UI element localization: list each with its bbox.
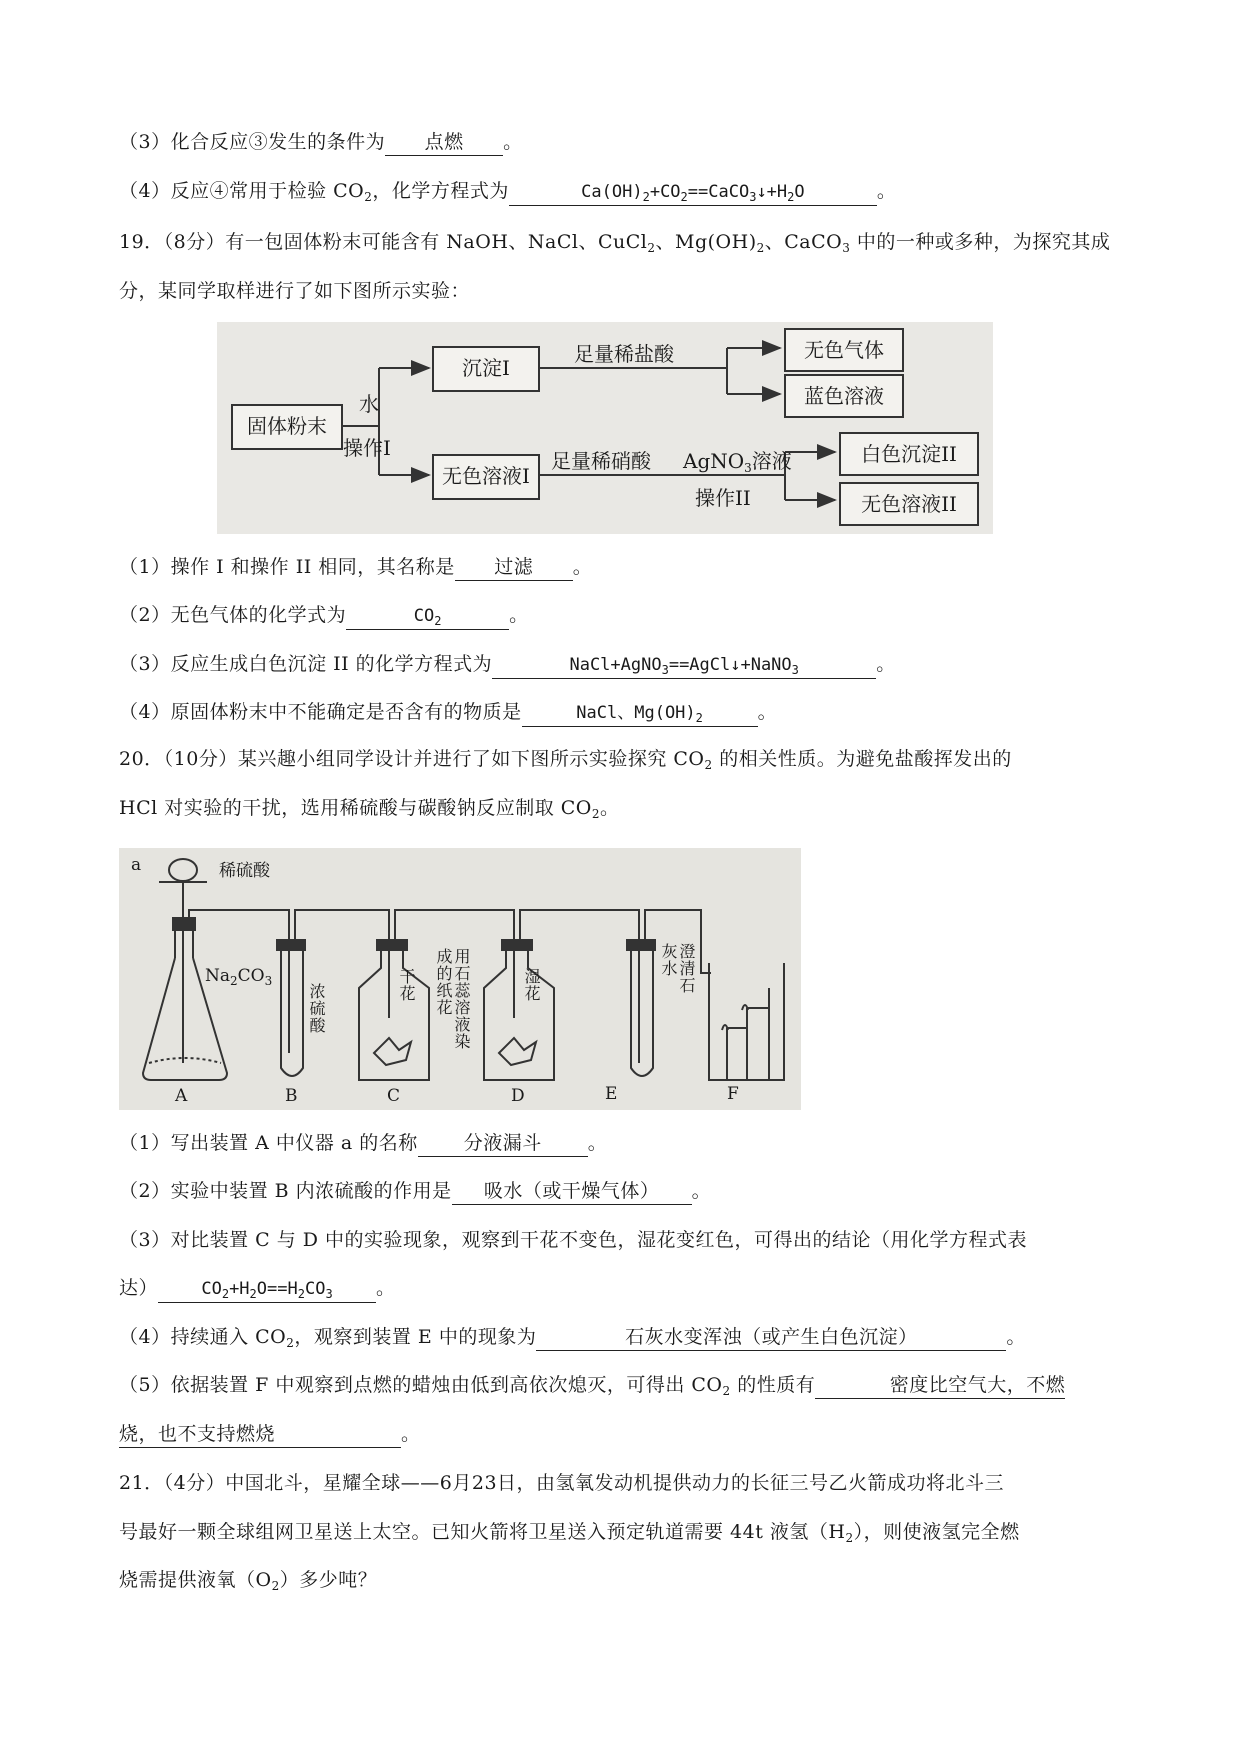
box-colorless-solution-2: 无色溶液II [839, 482, 979, 526]
label-B: B [285, 1086, 298, 1106]
q21-line2: 号最好一颗全球组网卫星送上太空。已知火箭将卫星送入预定轨道需要 44t 液氢$(H_2)$，则使液氢完全燃 [119, 1521, 1020, 1545]
experiment-flowchart [217, 322, 993, 534]
answer-blank: 密度比空气大，不燃 [815, 1372, 1065, 1399]
label-hcl: 足量稀盐酸 [574, 342, 674, 366]
answer-blank: $CO_2+H_2O==H_2CO_3$ [158, 1276, 376, 1303]
q20-part3-line1: （3）对比装置 C 与 D 中的实验现象，观察到干花不变色，湿花变红色，可得出的结论（用化学方程式表 [119, 1229, 1028, 1251]
label-A: A [175, 1086, 188, 1106]
label-water: 水 [359, 392, 379, 416]
label-C: C [387, 1086, 401, 1106]
q20-part3-line2: 达） $CO_2+H_2O==H_2CO_3$ 。 [119, 1277, 396, 1301]
box-precipitate-1: 沉淀I [432, 346, 540, 392]
q19-intro-line2: 分，某同学取样进行了如下图所示实验： [119, 280, 471, 302]
box-white-precipitate-2: 白色沉淀II [839, 432, 979, 476]
q20-part1: （1）写出装置 A 中仪器 a 的名称 分液漏斗 。 [119, 1129, 607, 1157]
label-litmus-paper-flower: 用石蕊溶液染成的纸花 [434, 948, 471, 1050]
q19-part1: （1）操作 I 和操作 II 相同，其名称是 过滤 。 [119, 553, 592, 581]
box-colorless-gas: 无色气体 [784, 328, 904, 372]
label-limewater: 澄清石灰水 [659, 943, 696, 994]
label-agno3: AgNO$_3$溶液 [683, 449, 792, 475]
answer-blank: $CO_2$ [346, 603, 509, 630]
answer-blank: 分液漏斗 [418, 1130, 588, 1157]
apparatus-diagram [119, 848, 801, 1110]
q18-part4: （4）反应④常用于检验 $CO_2$，化学方程式为 $Ca(OH)_2+CO_2==CaCO_3↓+H_2O$ 。 [119, 180, 897, 204]
label-op1: 操作I [343, 436, 391, 460]
box-blue-solution: 蓝色溶液 [784, 374, 904, 418]
q20-part2: （2）实验中装置 B 内浓硫酸的作用是 吸水（或干燥气体） 。 [119, 1177, 711, 1205]
box-solid-powder: 固体粉末 [231, 404, 343, 450]
q20-part5-line1: （5）依据装置 F 中观察到点燃的蜡烛由低到高依次熄灭，可得出 $CO_2$ 的性质有 密度比空气大，不燃 [119, 1374, 1066, 1398]
label-hno3: 足量稀硝酸 [551, 449, 651, 473]
label-dilute-sulfuric-acid: 稀硫酸 [219, 861, 270, 881]
answer-blank: NaCl+AgNO$_3$==AgCl↓+NaNO$_3$ [492, 652, 876, 679]
answer-blank: 石灰水变浑浊（或产生白色沉淀） [536, 1324, 1006, 1351]
q19-part4: （4）原固体粉末中不能确定是否含有的物质是 NaCl、$Mg(OH)_2$ 。 [119, 701, 778, 725]
q18-part3: （3）化合反应③发生的条件为 点燃 。 [119, 128, 523, 156]
q21-line3: 烧需提供液氧$(O_2)$多少吨？ [119, 1569, 378, 1593]
label-wet-flower: 湿花 [522, 968, 541, 1002]
answer-blank: 点燃 [385, 129, 503, 156]
q20-intro-line1: 20．（10分）某兴趣小组同学设计并进行了如下图所示实验探究 $CO_2$ 的相关性质。为避免盐酸挥发出的 [119, 748, 1012, 772]
box-colorless-solution-1: 无色溶液I [432, 454, 540, 500]
answer-blank: 吸水（或干燥气体） [452, 1178, 692, 1205]
answer-blank: 过滤 [455, 554, 573, 581]
label-concentrated-sulfuric-acid: 浓硫酸 [307, 983, 326, 1034]
q21-line1: 21．（4分）中国北斗，星耀全球——6月23日，由氢氧发动机提供动力的长征三号乙火箭成功将北斗三 [119, 1472, 1005, 1494]
label-F: F [727, 1084, 739, 1104]
answer-blank: 烧，也不支持燃烧 [119, 1421, 401, 1448]
label-op2: 操作II [695, 486, 751, 510]
label-dry-flower: 干花 [397, 968, 416, 1002]
label-a: a [131, 855, 142, 875]
answer-blank: NaCl、$Mg(OH)_2$ [522, 700, 758, 727]
q20-part4: （4）持续通入 $CO_2$，观察到装置 E 中的现象为 石灰水变浑浊（或产生白色沉淀） 。 [119, 1326, 1026, 1350]
q19-part3: （3）反应生成白色沉淀 II 的化学方程式为 NaCl+AgNO$_3$==AgCl↓+NaNO$_3$ 。 [119, 653, 896, 677]
q19-part2: （2）无色气体的化学式为 $CO_2$ 。 [119, 604, 529, 628]
q19-intro-line1: 19．（8分）有一包固体粉末可能含有 NaOH、NaCl、CuCl$_2$、$Mg(OH)_2$、CaCO$_3$ 中的一种或多种，为探究其成 [119, 231, 1111, 255]
q20-intro-line2: HCl 对实验的干扰，选用稀硫酸与碳酸钠反应制取 $CO_2$。 [119, 797, 620, 821]
label-E: E [605, 1084, 618, 1104]
label-D: D [511, 1086, 525, 1106]
answer-blank: $Ca(OH)_2+CO_2==CaCO_3↓+H_2O$ [509, 179, 877, 206]
label-na2co3: $Na_2CO_3$ [205, 966, 273, 988]
q20-part5-line2: 烧，也不支持燃烧 。 [119, 1420, 421, 1448]
